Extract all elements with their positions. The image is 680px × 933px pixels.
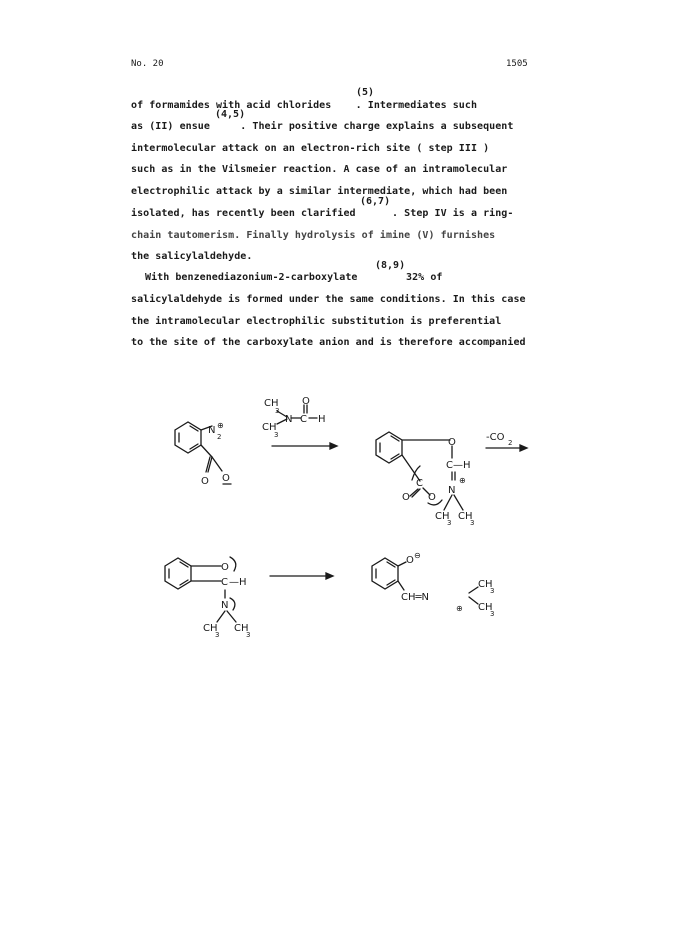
subscript: 3 bbox=[275, 407, 280, 415]
atom-h: —H bbox=[229, 577, 247, 588]
atom-o: O bbox=[201, 476, 209, 487]
atom-o: O bbox=[302, 396, 310, 407]
citation-ref: (8,9) bbox=[375, 260, 406, 271]
charge-minus: ⊖ bbox=[414, 551, 421, 560]
atom-ch: CH bbox=[478, 602, 493, 613]
page-number: 1505 bbox=[506, 59, 528, 69]
body-line-2: as (II) ensue . Their positive charge explains a subsequent bbox=[131, 121, 514, 132]
body-line-10: salicylaldehyde is formed under the same conditions. In this case bbox=[131, 294, 526, 305]
body-line-1: of formamides with acid chlorides . Intermediates such bbox=[131, 100, 478, 111]
body-line-7: chain tautomerism. Finally hydrolysis of imine (V) furnishes bbox=[131, 230, 496, 241]
atom-ch-eq-n: CH═N bbox=[401, 592, 430, 603]
atom-o-minus: O bbox=[222, 473, 230, 484]
atom-o: O bbox=[402, 492, 410, 503]
atom-ch: CH bbox=[234, 623, 249, 634]
subscript: 3 bbox=[470, 519, 475, 527]
body-line-3: intermolecular attack on an electron-rich site ( step III ) bbox=[131, 143, 490, 154]
charge-plus: ⊕ bbox=[217, 421, 224, 430]
journal-number: No. 20 bbox=[131, 59, 164, 69]
subscript: 3 bbox=[490, 610, 495, 618]
body-line-12: to the site of the carboxylate anion and is therefore accompanied bbox=[131, 337, 526, 348]
body-line-8: the salicylaldehyde. bbox=[131, 251, 253, 262]
subscript: 3 bbox=[215, 631, 220, 639]
atom-ch: CH bbox=[203, 623, 218, 634]
charge-plus: ⊕ bbox=[459, 476, 466, 485]
atom-ch: CH bbox=[264, 398, 279, 409]
body-line-4: such as in the Vilsmeier reaction. A case of an intramolecular bbox=[131, 164, 508, 175]
atom-n: N bbox=[285, 414, 293, 425]
atom-o: O bbox=[428, 492, 436, 503]
atom-ch: CH bbox=[262, 422, 277, 433]
body-line-11: the intramolecular electrophilic substitution is preferential bbox=[131, 316, 502, 327]
citation-ref: (6,7) bbox=[360, 196, 391, 207]
subscript: 3 bbox=[490, 587, 495, 595]
subscript: 3 bbox=[447, 519, 452, 527]
body-line-5: electrophilic attack by a similar intermediate, which had been bbox=[131, 186, 508, 197]
body-line-6: isolated, has recently been clarified . Step IV is a ring- bbox=[131, 208, 514, 219]
atom-c-h: C—H bbox=[446, 460, 471, 471]
atom-ch: CH bbox=[435, 511, 450, 522]
atom-o: O bbox=[406, 555, 414, 566]
co2-label: -CO bbox=[486, 432, 505, 443]
atom-c: C bbox=[300, 414, 307, 425]
atom-c: C bbox=[416, 478, 423, 489]
atom-h: H bbox=[318, 414, 326, 425]
citation-ref: (5) bbox=[356, 87, 375, 98]
subscript: 3 bbox=[246, 631, 251, 639]
body-line-9: With benzenediazonium-2-carboxylate 32% of bbox=[145, 272, 443, 283]
charge-plus: ⊕ bbox=[456, 604, 463, 613]
atom-n: N bbox=[208, 425, 216, 436]
atom-n: N bbox=[448, 485, 456, 496]
atom-n: N bbox=[221, 600, 229, 611]
atom-o: O bbox=[448, 437, 456, 448]
atom-ch: CH bbox=[458, 511, 473, 522]
atom-o: O bbox=[221, 562, 229, 573]
subscript: 2 bbox=[217, 433, 222, 441]
citation-ref: (4,5) bbox=[215, 109, 246, 120]
dmf-reagent bbox=[277, 405, 317, 424]
atom-c: C bbox=[221, 577, 228, 588]
subscript: 3 bbox=[274, 431, 279, 439]
atom-ch: CH bbox=[478, 579, 493, 590]
subscript: 2 bbox=[508, 439, 513, 447]
